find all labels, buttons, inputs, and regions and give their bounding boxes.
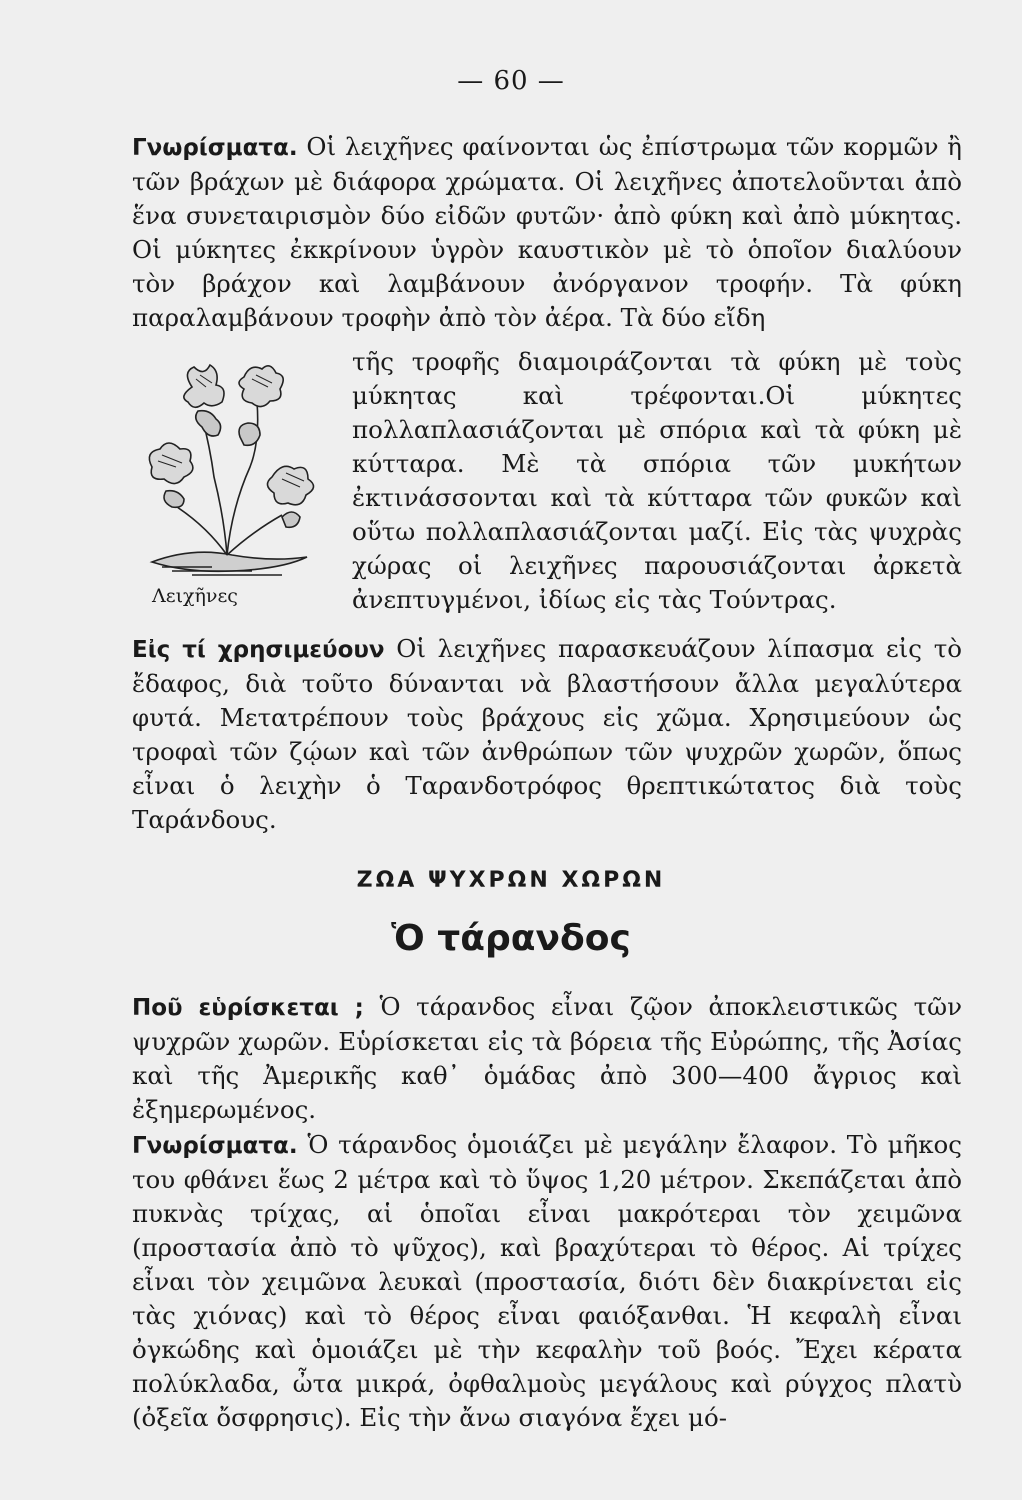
lichen-features-paragraph — [132, 130, 962, 335]
reindeer-where-text: Ὁ τάρανδος εἶναι ζῷον ἀποκλειστικῶς τῶν ψυχρῶν χωρῶν. Εὑρίσκεται εἰς τὰ βόρεια τῆς Εὐρώπης, τῆς Ἀσίας καὶ τῆς Ἀμερικῆς καθ᾽ ὁμάδας ἀπὸ 300—400 ἄγριος καὶ ἐξημερωμένος. — [132, 992, 962, 1124]
page-number: — 60 — — [457, 66, 565, 96]
lichen-figure-block — [132, 345, 962, 631]
reindeer-features-paragraph — [132, 1128, 962, 1435]
lichen-features-text: Οἱ λειχῆνες φαίνονται ὡς ἐπίστρωμα τῶν κορμῶν ἢ τῶν βράχων μὲ διάφορα χρώματα. Οἱ λειχῆνες ἀποτελοῦνται ἀπὸ ἕνα συνεταιρισμὸν δύο εἰδῶν φυτῶν· ἀπὸ φύκη καὶ ἀπὸ μύκητας. Οἱ μύκητες ἐκκρίνουν ὑγρὸν καυστικὸν μὲ τὸ ὁποῖον διαλύουν τὸν βράχον καὶ λαμβάνουν ἀνόργανον τροφήν. Τὰ φύκη παραλαμβάνουν τροφὴν ἀπὸ τὸν ἀέρα. Τὰ δύο εἴδη — [132, 132, 962, 332]
reindeer-features-text: Ὁ τάρανδος ὁμοιάζει μὲ μεγάλην ἔλαφον. Τὸ μῆκος του φθάνει ἕως 2 μέτρα καὶ τὸ ὕψος 1,20 μέτρον. Σκεπάζεται ἀπὸ πυκνὰς τρίχας, αἱ ὁποῖαι εἶναι μακρότεραι τὸν χειμῶνα (προστασία ἀπὸ τὸ ψῦχος), καὶ βραχύτεραι τὸ θέρος. Αἱ τρίχες εἶναι τὸν χειμῶνα λευκαὶ (προστασία, διότι δὲν διακρίνεται εἰς τὰς χιόνας) καὶ τὸ θέρος εἶναι φαιόξανθαι. Ἡ κεφαλὴ εἶναι ὀγκώδης καὶ ὁμοιάζει μὲ τὴν κεφαλὴν τοῦ βοός. Ἔχει κέρατα πολύκλαδα, ὦτα μικρά, ὀφθαλμοὺς μεγάλους καὶ ρύγχος πλατὺ (ὀξεῖα ὄσφρησις). Εἰς τὴν ἄνω σιαγόνα ἔχει μό- — [132, 1130, 963, 1432]
lichen-uses-label: Εἰς τί χρησιμεύουν — [132, 637, 385, 663]
reindeer-where-paragraph — [132, 990, 962, 1127]
lichen-uses-paragraph — [132, 632, 962, 837]
figure-caption: Λειχῆνες — [152, 585, 238, 607]
reindeer-where-label: Ποῦ εὑρίσκεται ; — [132, 995, 364, 1021]
lichen-wrapped-paragraph: τῆς τροφῆς διαμοιράζονται τὰ φύκη μὲ τοὺς μύκητας καὶ τρέφονται.Οἱ μύκητες πολλαπλασιάζονται μὲ σπόρια καὶ τὰ φύκη μὲ κύτταρα. Μὲ τὰ σπόρια τῶν μυκήτων ἐκτινάσσονται καὶ τὰ κύτταρα τῶν φυκῶν καὶ οὕτω πολλαπλασιάζονται μαζί. Εἰς τὰς ψυχρὰς χώρας οἱ λειχῆνες παρουσιάζονται ἀρκετὰ ἀνεπτυγμένοι, ἰδίως εἰς τὰς Τούντρας. — [352, 347, 962, 614]
lichen-features-label: Γνωρίσματα. — [132, 135, 298, 161]
section-heading: ΖΩΑ ΨΥΧΡΩΝ ΧΩΡΩΝ — [356, 868, 666, 893]
lichen-illustration — [132, 357, 327, 622]
lichen-uses-text: Οἱ λειχῆνες παρασκευάζουν λίπασμα εἰς τὸ ἔδαφος, διὰ τοῦτο δύνανται νὰ βλαστήσουν ἄλλα μεγαλύτερα φυτά. Μετατρέπουν τοὺς βράχους εἰς χῶμα. Χρησιμεύουν ὡς τροφαὶ τῶν ζῴων καὶ τῶν ἀνθρώπων τῶν ψυχρῶν χωρῶν, ὅπως εἶναι ὁ λειχὴν ὁ Ταρανδοτρόφος θρεπτικώτατος διὰ τοὺς Ταράνδους. — [132, 634, 962, 834]
reindeer-features-label: Γνωρίσματα. — [132, 1133, 298, 1159]
article-title: Ὁ τάρανδος — [391, 918, 631, 959]
lichen-drawing-icon — [132, 357, 327, 582]
